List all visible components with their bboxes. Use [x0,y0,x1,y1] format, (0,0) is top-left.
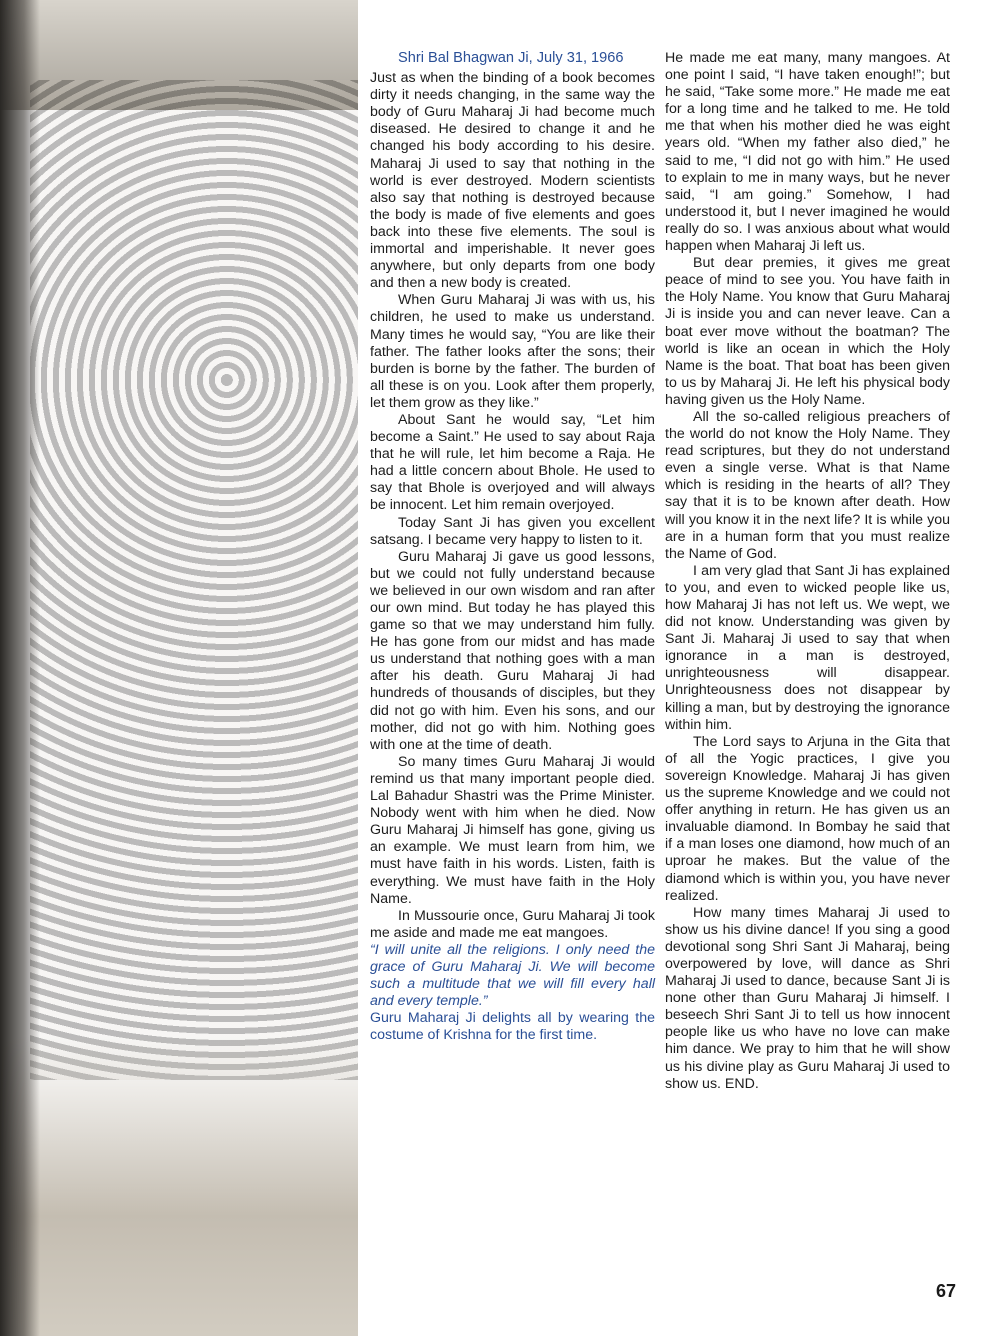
paragraph: The Lord says to Arjuna in the Gita that of all the Yogic practices, I give you sovereign Knowledge. Maharaj Ji has given us the supreme Knowledge and we could not offer anything in return. He has given us an invaluable diamond. In Bombay he said that if a man loses one diamond, how much of an uproar he makes. But the value of the diamond which is within you, you have never realized. [665,733,950,904]
paragraph: Today Sant Ji has given you excellent satsang. I became very happy to listen to it. [370,514,655,548]
photo-ground [0,1036,358,1336]
paragraph: So many times Guru Maharaj Ji would remind us that many important people died. Lal Bahadur Shastri was the Prime Minister. Nobody went with him when he died. Now Guru Maharaj Ji himself has gone, giving us an example. We must learn from him, we must have faith in his words. Listen, faith is everything. We must have faith in the Holy Name. [370,753,655,907]
text-column-left [370,50,655,1044]
photo-gutter-shadow [0,0,40,1336]
paragraph: How many times Maharaj Ji used to show us his divine dance! If you sing a good devotional song Shri Sant Ji Maharaj, being overpowered by love, will dance as Shri Maharaj Ji used to dance, because Sant Ji is none other than Guru Maharaj Ji himself. I beseech Shri Sant Ji to tell us how innocent people like us who have no love can make him dance. We pray to him that he will show us his divine play as Guru Maharaj Ji used to show us. END. [665,904,950,1092]
crowd-photograph [0,0,358,1336]
pull-quote-caption: “I will unite all the religions. I only need the grace of Guru Maharaj Ji. We will become such a multitude that we will fill every hall and every temple.” [370,941,655,1010]
paragraph: But dear premies, it gives me great peace of mind to see you. You have faith in the Holy Name. You know that Guru Maharaj Ji is inside you and can never leave. Can a boat ever move without the boatman? The world is like an ocean in which the Holy Name is the boat. That boat has been given to us by Maharaj Ji. He left his physical body having given us the Holy Name. [665,255,950,408]
paragraph: Just as when the binding of a book becomes dirty it needs changing, in the same way the body of Guru Maharaj Ji had become much diseased. He desired to change it and he changed his body according to his desire. Maharaj Ji used to say that nothing in the world is ever destroyed. Modern scientists also say that nothing is destroyed because the body is made of five elements and goes back into these five elements. The soul is immortal and imperishable. It never goes anywhere, but only departs from one body and then a new body is created. [370,70,655,292]
page-number: 67 [936,1281,957,1301]
article-heading: Shri Bal Bhagwan Ji, July 31, 1966 [398,50,624,66]
paragraph: He made me eat many, many mangoes. At one point I said, “I have taken enough!”; but he said, “Take some more.” He made me eat for a long time and he talked to me. He told me that when his mother died he was eight years old. “When my father also died,” he said to me, “I did not go with him.” He used to explain to me in many ways, but he never said, “I am going.” Somehow, I had understood it, but I never imagined he would really do so. I was anxious about what would happen when Maharaj Ji left us. [665,50,950,255]
paragraph: In Mussourie once, Guru Maharaj Ji took me aside and made me eat mangoes. [370,907,655,941]
photo-caption: Guru Maharaj Ji delights all by wearing the costume of Krishna for the first time. [370,1010,655,1044]
photo-crowd [30,80,358,1080]
paragraph: When Guru Maharaj Ji was with us, his children, he used to make us understand. Many times he would say, “You are like their father. The father looks after the sons; their burden is borne by the father. The burden of all these is on you. Look after them properly, let them grow as they like.” [370,292,655,411]
paragraph: All the so-called religious preachers of the world do not know the Holy Name. They read scriptures, but they do not understand even a single verse. What is that Name which is residing in the hearts of all? They say that it is to be known after death. How will you know it in the next life? It is while you are in a human form that you must realize the Name of God. [665,408,950,562]
text-column-right [665,50,950,1093]
paragraph: About Sant he would say, “Let him become a Saint.” He used to say about Raja that he will rule, let him become a Raja. He had a little concern about Bhole. He used to say that Bhole is overjoyed and will always be innocent. Let him remain overjoyed. [370,411,655,514]
paragraph: I am very glad that Sant Ji has explained to you, and even to wicked people like us, how Maharaj Ji has not left us. We wept, we did not know. Understanding was given by Sant Ji. Maharaj Ji used to say that when ignorance in a man is destroyed, unrighteousness will disappear. Unrighteousness does not disappear by killing a man, but by destroying the ignorance within him. [665,562,950,733]
paragraph: Guru Maharaj Ji gave us good lessons, but we could not fully understand because we believed in our own wisdom and ran after our own mind. But today he has played this game so that we may understand him fully. He has gone from our midst and has made us understand that nothing goes with a man after his death. Guru Maharaj Ji had hundreds of thousands of disciples, but they did not go with him. Even his sons, and our mother, did not go with him. Nothing goes with one at the time of death. [370,548,655,753]
